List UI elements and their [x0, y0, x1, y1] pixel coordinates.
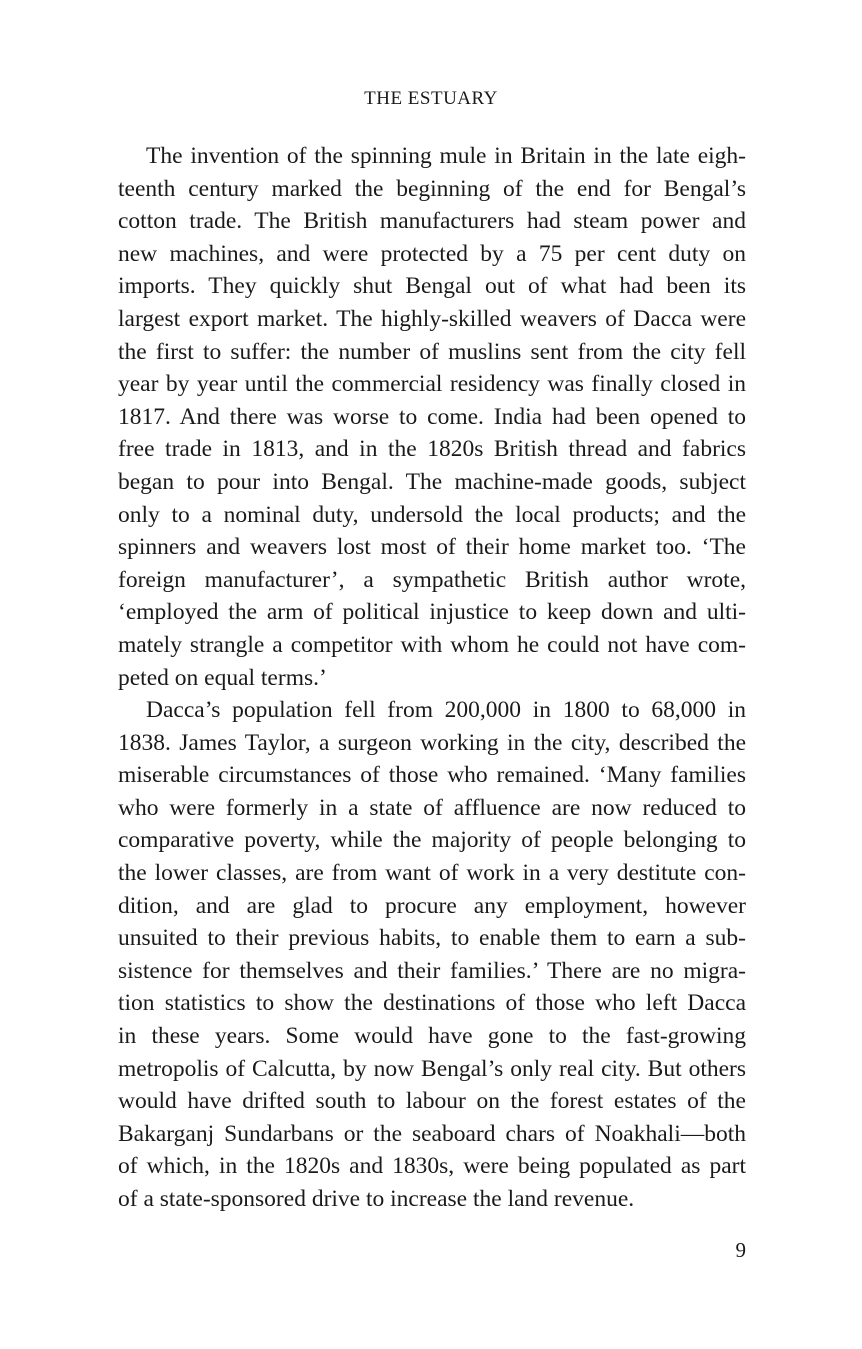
text-line: 1817. And there was worse to come. India had been opened to: [118, 403, 746, 430]
text-line: Dacca’s population fell from 200,000 in 1800 to 68,000 in: [146, 697, 746, 724]
text-line: largest export market. The highly-skilled weavers of Dacca were: [118, 305, 746, 332]
text-line: unsuited to their previous habits, to enable them to earn a sub-: [118, 925, 746, 952]
text-line: dition, and are glad to procure any employment, however: [118, 892, 746, 919]
page-number: 9: [735, 1238, 746, 1262]
text-line: year by year until the commercial residency was finally closed in: [118, 371, 746, 398]
text-line: began to pour into Bengal. The machine-made goods, subject: [118, 468, 746, 495]
text-line: mately strangle a competitor with whom he could not have com-: [118, 631, 746, 658]
body-text: [118, 140, 746, 1216]
text-line: ‘employed the arm of political injustice to keep down and ulti-: [118, 599, 746, 626]
text-line: of which, in the 1820s and 1830s, were being populated as part: [118, 1153, 746, 1180]
running-head: THE ESTUARY: [364, 88, 498, 109]
text-line: comparative poverty, while the majority of people belonging to: [118, 827, 746, 854]
text-line: tion statistics to show the destinations of those who left Dacca: [118, 990, 746, 1017]
text-line: imports. They quickly shut Bengal out of what had been its: [118, 273, 746, 300]
text-line: only to a nominal duty, undersold the local products; and the: [118, 501, 746, 528]
text-line: peted on equal terms.’: [118, 664, 327, 691]
text-line: metropolis of Calcutta, by now Bengal’s only real city. But others: [118, 1055, 746, 1082]
text-line: miserable circumstances of those who remained. ‘Many families: [118, 762, 746, 789]
text-line: new machines, and were protected by a 75 per cent duty on: [118, 240, 746, 267]
text-line: The invention of the spinning mule in Britain in the late eigh-: [146, 143, 746, 169]
text-line: of a state-sponsored drive to increase the land revenue.: [118, 1186, 635, 1212]
paragraph-2: [118, 694, 746, 1216]
text-line: spinners and weavers lost most of their home market too. ‘The: [118, 534, 746, 561]
text-line: free trade in 1813, and in the 1820s British thread and fabrics: [118, 436, 746, 463]
text-line: Bakarganj Sundarbans or the seaboard chars of Noakhali—both: [118, 1120, 746, 1147]
text-line: foreign manufacturer’, a sympathetic British author wrote,: [118, 566, 746, 593]
text-line: who were formerly in a state of affluence are now reduced to: [118, 794, 746, 821]
text-line: the lower classes, are from want of work in a very destitute con-: [118, 860, 746, 887]
text-line: cotton trade. The British manufacturers had steam power and: [118, 208, 746, 235]
text-line: sistence for themselves and their families.’ There are no migra-: [118, 957, 746, 984]
text-line: in these years. Some would have gone to the fast-growing: [118, 1023, 746, 1050]
text-line: would have drifted south to labour on the forest estates of the: [118, 1088, 746, 1115]
text-line: 1838. James Taylor, a surgeon working in the city, described the: [118, 729, 746, 756]
text-line: teenth century marked the beginning of the end for Bengal’s: [118, 175, 746, 202]
text-line: the first to suffer: the number of muslins sent from the city fell: [118, 338, 746, 365]
paragraph-1: [118, 140, 746, 694]
